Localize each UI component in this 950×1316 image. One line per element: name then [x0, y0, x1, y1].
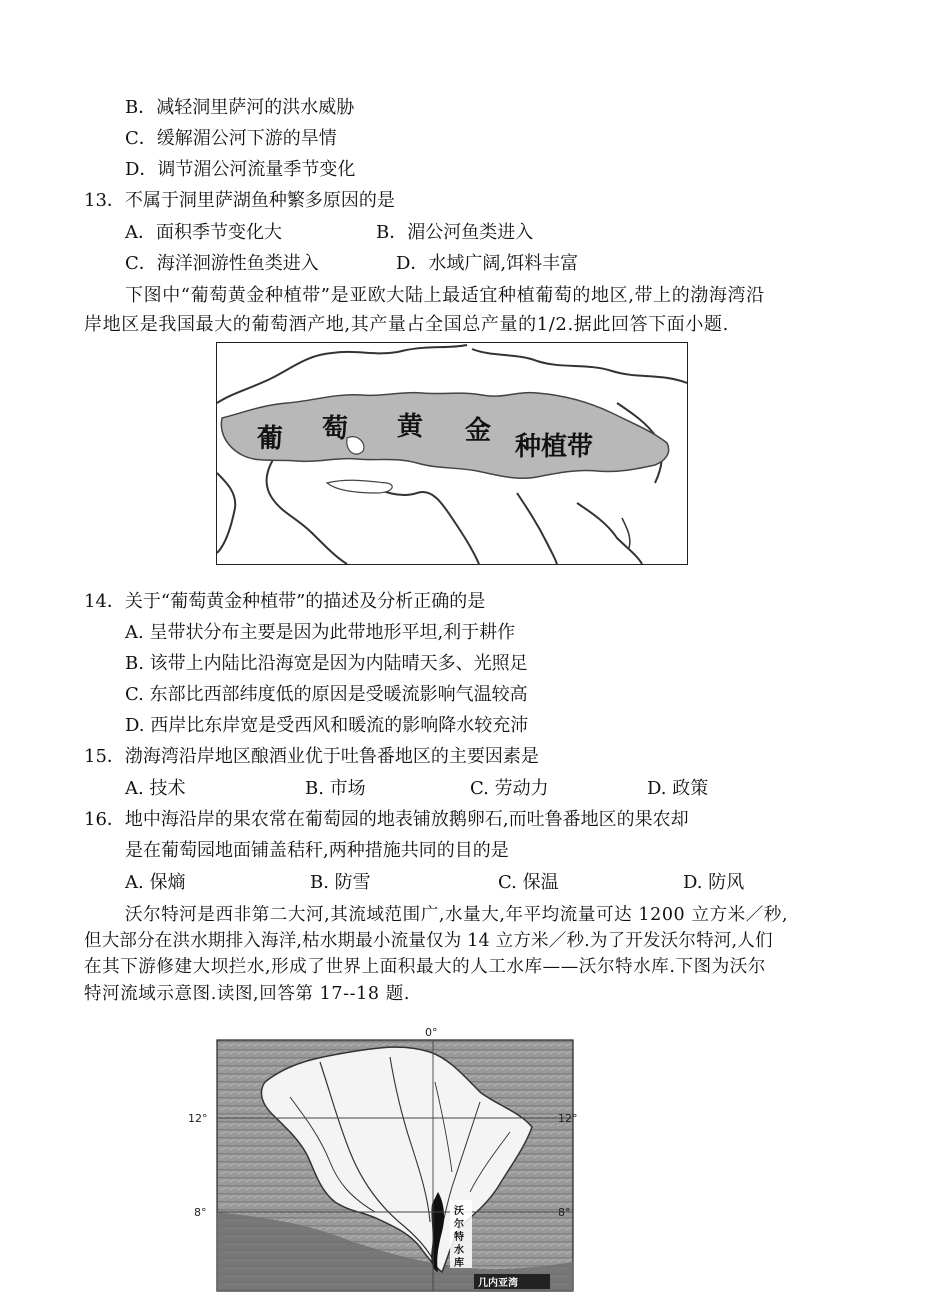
reservoir-label-3: 特 [454, 1232, 464, 1243]
q14-option-a: A. 呈带状分布主要是因为此带地形平坦,利于耕作 [125, 622, 516, 643]
q14-option-d: D. 西岸比东岸宽是受西风和暖流的影响降水较充沛 [125, 715, 529, 736]
q14-option-b: B. 该带上内陆比沿海宽是因为内陆晴天多、光照足 [125, 653, 528, 674]
q15-option-d: D. 政策 [647, 778, 709, 799]
q13-option-b: B．湄公河鱼类进入 [376, 222, 534, 243]
q16-option-c: C. 保温 [498, 872, 559, 893]
latitude-12-left-label: 12° [188, 1112, 208, 1125]
reservoir-label-1: 沃 [454, 1206, 464, 1217]
reservoir-label-2: 尔 [454, 1219, 464, 1230]
intro1-line2: 岸地区是我国最大的葡萄酒产地,其产量占全国总产量的1/2.据此回答下面小题. [84, 314, 729, 335]
grape-belt-map [216, 342, 688, 565]
q13-option-c: C．海洋洄游性鱼类进入 [125, 253, 319, 274]
map1-label-4: 金 [465, 416, 492, 446]
gulf-label: 几内亚湾 [478, 1278, 518, 1289]
q15-option-a: A. 技术 [125, 778, 186, 799]
intro2-line4: 特河流域示意图.读图,回答第 17--18 题. [84, 984, 411, 1004]
q16-stem-line2: 是在葡萄园地面铺盖秸秆,两种措施共同的目的是 [125, 840, 509, 861]
q16-option-d: D. 防风 [683, 872, 745, 893]
q12-option-c: C．缓解湄公河下游的旱情 [125, 128, 337, 149]
longitude-0-label: 0° [425, 1026, 438, 1039]
q15-option-c: C. 劳动力 [470, 778, 549, 799]
map1-label-2: 萄 [322, 414, 349, 444]
volta-basin-map-svg [180, 1022, 600, 1294]
q13-option-d: D．水域广阔,饵料丰富 [396, 253, 579, 274]
q14-option-c: C. 东部比西部纬度低的原因是受暖流影响气温较高 [125, 684, 528, 705]
intro2-line3: 在其下游修建大坝拦水,形成了世界上面积最大的人工水库——沃尔特水库.下图为沃尔 [84, 957, 767, 977]
q14-stem: 14．关于“葡萄黄金种植带”的描述及分析正确的是 [84, 591, 486, 612]
q12-option-d: D．调节湄公河流量季节变化 [125, 159, 356, 180]
volta-basin-map [180, 1022, 600, 1294]
map1-label-5: 种植带 [515, 432, 594, 462]
latitude-12-right-label: 12° [558, 1112, 578, 1125]
reservoir-label-5: 库 [454, 1258, 464, 1269]
map1-label-1: 葡 [257, 424, 284, 454]
grape-belt-map-svg [217, 343, 687, 564]
q16-option-b: B. 防雪 [310, 872, 371, 893]
q12-option-b: B．减轻洞里萨河的洪水威胁 [125, 97, 355, 118]
q15-stem: 15．渤海湾沿岸地区酿酒业优于吐鲁番地区的主要因素是 [84, 746, 539, 767]
q15-option-b: B. 市场 [305, 778, 366, 799]
intro2-line1: 沃尔特河是西非第二大河,其流域范围广,水量大,年平均流量可达 1200 立方米／秒, [125, 905, 789, 925]
map1-label-3: 黄 [397, 412, 424, 442]
q16-option-a: A. 保熵 [125, 872, 186, 893]
intro2-line2: 但大部分在洪水期排入海洋,枯水期最小流量仅为 14 立方米／秒.为了开发沃尔特河,人们 [84, 931, 773, 951]
intro1-line1: 下图中“葡萄黄金种植带”是亚欧大陆上最适宜种植葡萄的地区,带上的渤海湾沿 [125, 285, 765, 306]
q13-stem: 13．不属于洞里萨湖鱼种繁多原因的是 [84, 190, 395, 211]
q13-option-a: A．面积季节变化大 [125, 222, 282, 243]
latitude-8-left-label: 8° [194, 1206, 207, 1219]
reservoir-label-4: 水 [454, 1245, 464, 1256]
latitude-8-right-label: 8° [558, 1206, 571, 1219]
q16-stem-line1: 16．地中海沿岸的果农常在葡萄园的地表铺放鹅卵石,而吐鲁番地区的果农却 [84, 809, 689, 830]
